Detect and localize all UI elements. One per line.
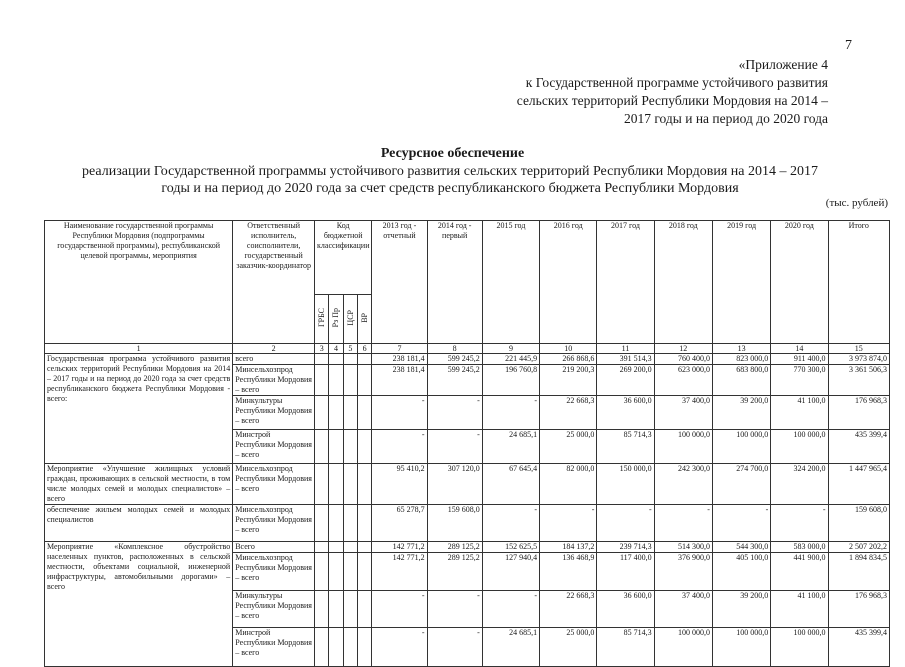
value-cell: 37 400,0	[654, 396, 712, 430]
header-year-2014: 2014 год - первый	[427, 221, 482, 344]
header-year-2019: 2019 год	[712, 221, 770, 344]
value-cell: 911 400,0	[771, 354, 828, 365]
total-cell: 3 361 506,3	[828, 365, 889, 396]
value-cell: -	[427, 591, 482, 628]
value-cell: 25 000,0	[540, 628, 597, 667]
value-cell: 760 400,0	[654, 354, 712, 365]
col-number: 8	[427, 344, 482, 354]
value-cell: 117 400,0	[597, 553, 654, 591]
col-number: 15	[828, 344, 889, 354]
header-code-rzpr: Рз Пр	[331, 307, 341, 328]
value-cell: 274 700,0	[712, 464, 770, 505]
appendix-line: к Государственной программе устойчивого развития	[525, 75, 828, 90]
header-year-2020: 2020 год	[771, 221, 828, 344]
value-cell: -	[427, 396, 482, 430]
col-number: 11	[597, 344, 654, 354]
value-cell: 405 100,0	[712, 553, 770, 591]
col-number: 5	[343, 344, 357, 354]
value-cell: 65 278,7	[372, 505, 427, 542]
total-cell: 435 399,4	[828, 430, 889, 464]
value-cell: -	[712, 505, 770, 542]
table-row	[45, 505, 890, 542]
total-cell: 435 399,4	[828, 628, 889, 667]
value-cell: 39 200,0	[712, 396, 770, 430]
value-cell: 514 300,0	[654, 542, 712, 553]
value-cell: 24 685,1	[482, 430, 539, 464]
value-cell: 196 760,8	[482, 365, 539, 396]
value-cell: -	[771, 505, 828, 542]
measure-name: обеспечение жильем молодых семей и молодых специалистов	[45, 505, 233, 542]
column-number-row	[45, 344, 890, 354]
header-code-csr: ЦСР	[345, 309, 355, 326]
value-cell: 24 685,1	[482, 628, 539, 667]
value-cell: 100 000,0	[771, 628, 828, 667]
value-cell: 85 714,3	[597, 430, 654, 464]
value-cell: 85 714,3	[597, 628, 654, 667]
value-cell: 307 120,0	[427, 464, 482, 505]
value-cell: 37 400,0	[654, 591, 712, 628]
value-cell: 100 000,0	[654, 628, 712, 667]
value-cell: 127 940,4	[482, 553, 539, 591]
value-cell: 41 100,0	[771, 396, 828, 430]
value-cell: 269 200,0	[597, 365, 654, 396]
value-cell: -	[654, 505, 712, 542]
header-year-2017: 2017 год	[597, 221, 654, 344]
subtitle-line: реализации Государственной программы устойчивого развития сельских территорий Республики Мордовия на 2014 – 2017	[82, 164, 818, 179]
subtitle-line: годы и на период до 2020 года за счет средств республиканского бюджета Республики Мордовия	[161, 181, 739, 196]
col-number: 4	[329, 344, 343, 354]
value-cell: 152 625,5	[482, 542, 539, 553]
value-cell: 100 000,0	[771, 430, 828, 464]
total-cell: 176 968,3	[828, 396, 889, 430]
value-cell: 95 410,2	[372, 464, 427, 505]
col-number: 9	[482, 344, 539, 354]
col-number: 12	[654, 344, 712, 354]
total-cell: 176 968,3	[828, 591, 889, 628]
value-cell: 22 668,3	[540, 591, 597, 628]
responsible-cell: Минсельхозпрод Республики Мордовия – всего	[233, 464, 315, 505]
value-cell: -	[372, 591, 427, 628]
value-cell: -	[540, 505, 597, 542]
value-cell: 221 445,9	[482, 354, 539, 365]
value-cell: 544 300,0	[712, 542, 770, 553]
value-cell: 376 900,0	[654, 553, 712, 591]
appendix-line: сельских территорий Республики Мордовия на 2014 –	[516, 93, 828, 108]
responsible-cell: Минстрой Республики Мордовия – всего	[233, 430, 315, 464]
responsible-cell: Минстрой Республики Мордовия – всего	[233, 628, 315, 667]
document-subtitle	[70, 163, 830, 197]
total-cell: 159 608,0	[828, 505, 889, 542]
col-number: 7	[372, 344, 427, 354]
value-cell: -	[427, 628, 482, 667]
value-cell: 583 000,0	[771, 542, 828, 553]
value-cell: -	[372, 628, 427, 667]
total-cell: 1 447 965,4	[828, 464, 889, 505]
measure-name: Мероприятие «Комплексное обустройство населенных пунктов, расположенных в сельской местности, объектами социальной, инженерной инфраструктуры, автомобильными дорогами» – всего	[45, 542, 233, 667]
value-cell: 242 300,0	[654, 464, 712, 505]
value-cell: 238 181,4	[372, 354, 427, 365]
value-cell: 142 771,2	[372, 553, 427, 591]
value-cell: 36 600,0	[597, 591, 654, 628]
header-year-2016: 2016 год	[540, 221, 597, 344]
col-number: 2	[233, 344, 315, 354]
value-cell: 100 000,0	[712, 628, 770, 667]
value-cell: 441 900,0	[771, 553, 828, 591]
col-number: 10	[540, 344, 597, 354]
header-name: Наименование государственной программы Республики Мордовия (подпрограммы государственной программы), республиканской целевой программы, мероприятия	[45, 221, 233, 344]
value-cell: 266 868,6	[540, 354, 597, 365]
value-cell: -	[427, 430, 482, 464]
responsible-cell: всего	[233, 354, 315, 365]
table-row	[45, 542, 890, 553]
value-cell: 238 181,4	[372, 365, 427, 396]
col-number: 14	[771, 344, 828, 354]
responsible-cell: Минкультуры Республики Мордовия – всего	[233, 396, 315, 430]
value-cell: 100 000,0	[654, 430, 712, 464]
value-cell: 239 714,3	[597, 542, 654, 553]
value-cell: 136 468,9	[540, 553, 597, 591]
value-cell: -	[372, 430, 427, 464]
responsible-cell: Всего	[233, 542, 315, 553]
col-number: 6	[357, 344, 371, 354]
value-cell: 623 000,0	[654, 365, 712, 396]
table-row	[45, 464, 890, 505]
value-cell: 324 200,0	[771, 464, 828, 505]
value-cell: 100 000,0	[712, 430, 770, 464]
appendix-line: «Приложение 4	[738, 57, 828, 72]
table-row	[45, 354, 890, 365]
value-cell: -	[482, 396, 539, 430]
value-cell: 289 125,2	[427, 542, 482, 553]
header-year-2018: 2018 год	[654, 221, 712, 344]
units-label: (тыс. рублей)	[825, 197, 888, 209]
value-cell: 22 668,3	[540, 396, 597, 430]
value-cell: 683 800,0	[712, 365, 770, 396]
value-cell: -	[482, 591, 539, 628]
value-cell: 39 200,0	[712, 591, 770, 628]
value-cell: 219 200,3	[540, 365, 597, 396]
header-year-2013: 2013 год - отчетный	[372, 221, 427, 344]
responsible-cell: Минсельхозпрод Республики Мордовия – всего	[233, 365, 315, 396]
value-cell: 36 600,0	[597, 396, 654, 430]
col-number: 3	[315, 344, 329, 354]
total-cell: 2 507 202,2	[828, 542, 889, 553]
responsible-cell: Минсельхозпрод Республики Мордовия – всего	[233, 553, 315, 591]
total-cell: 3 973 874,0	[828, 354, 889, 365]
responsible-cell: Минсельхозпрод Республики Мордовия – всего	[233, 505, 315, 542]
value-cell: 391 514,3	[597, 354, 654, 365]
value-cell: 142 771,2	[372, 542, 427, 553]
value-cell: 67 645,4	[482, 464, 539, 505]
program-name: Государственная программа устойчивого развития сельских территорий Республики Мордовия на 2014 – 2017 годы и на период до 2020 года за счет средств республиканского бюджета Республики Мордовия - всего:	[45, 354, 233, 464]
header-year-2015: 2015 год	[482, 221, 539, 344]
appendix-line: 2017 годы и на период до 2020 года	[623, 111, 828, 126]
value-cell: 41 100,0	[771, 591, 828, 628]
measure-name: Мероприятие «Улучшение жилищных условий граждан, проживающих в сельской местности, в том числе молодых семей и молодых специалистов» – всего	[45, 464, 233, 505]
header-code-vr: ВР	[359, 312, 369, 323]
value-cell: 289 125,2	[427, 553, 482, 591]
header-responsible: Ответственный исполнитель, соисполнители, государственный заказчик-координатор	[233, 221, 315, 344]
resource-table	[44, 220, 890, 667]
col-number: 1	[45, 344, 233, 354]
value-cell: 599 245,2	[427, 365, 482, 396]
col-number: 13	[712, 344, 770, 354]
value-cell: 823 000,0	[712, 354, 770, 365]
total-cell: 1 894 834,5	[828, 553, 889, 591]
value-cell: 150 000,0	[597, 464, 654, 505]
value-cell: -	[597, 505, 654, 542]
value-cell: 159 608,0	[427, 505, 482, 542]
page-number: 7	[845, 38, 852, 53]
document-title: Ресурсное обеспечение	[380, 146, 525, 161]
value-cell: 25 000,0	[540, 430, 597, 464]
value-cell: -	[372, 396, 427, 430]
value-cell: 770 300,0	[771, 365, 828, 396]
header-code: Код бюджетной классификации	[315, 221, 372, 295]
value-cell: 82 000,0	[540, 464, 597, 505]
value-cell: -	[482, 505, 539, 542]
value-cell: 599 245,2	[427, 354, 482, 365]
header-code-grbs: ГРБС	[317, 308, 327, 327]
header-total: Итого	[828, 221, 889, 344]
value-cell: 184 137,2	[540, 542, 597, 553]
appendix-heading	[517, 56, 828, 128]
responsible-cell: Минкультуры Республики Мордовия – всего	[233, 591, 315, 628]
